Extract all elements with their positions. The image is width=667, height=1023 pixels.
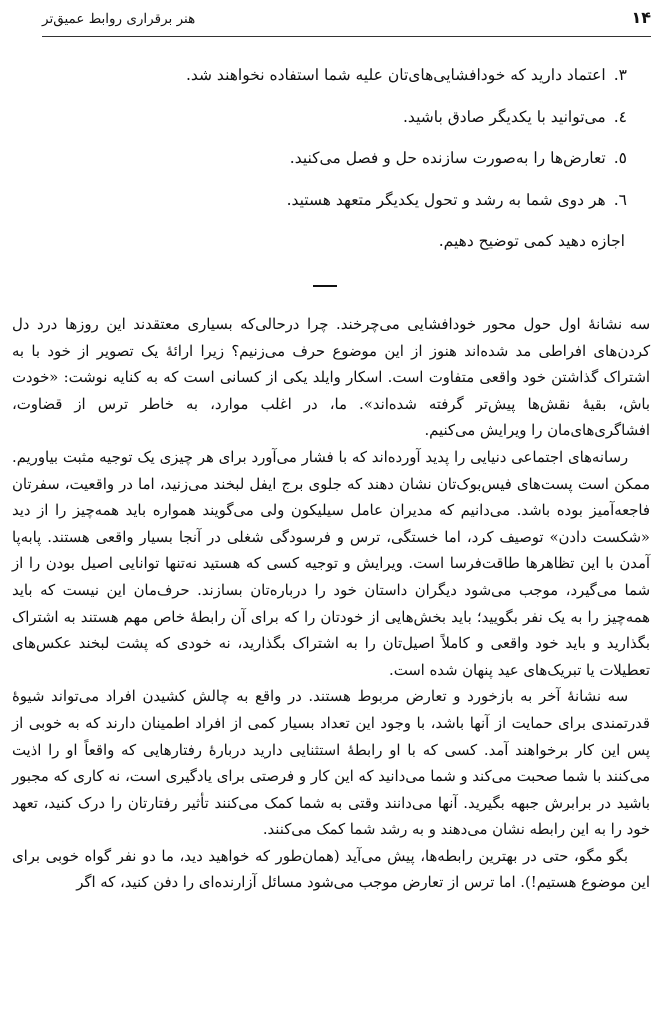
- numbered-list: [60, 62, 627, 228]
- list-closing-line: اجازه دهید کمی توضیح دهیم.: [438, 232, 625, 250]
- list-item: [60, 62, 627, 104]
- body-text: [12, 312, 650, 897]
- list-item-number: ٦.: [613, 190, 627, 209]
- list-item-number: ۳.: [613, 66, 627, 84]
- list-item-text: می‌توانید با یکدیگر صادق باشید.: [403, 107, 606, 126]
- list-item-text: تعارض‌ها را به‌صورت سازنده حل و فصل می‌کنید.: [289, 149, 606, 167]
- book-title: هنر برقراری روابط عمیق‌تر: [42, 11, 196, 27]
- list-item-number: ٤.: [613, 107, 627, 126]
- list-item-text: هر دوی شما به رشد و تحول یکدیگر متعهد هستید.: [286, 190, 606, 209]
- list-item-number: ٥.: [613, 149, 627, 167]
- section-divider: [313, 285, 337, 287]
- paragraph: سه نشانهٔ اول حول محور خودافشایی می‌چرخند. چرا درحالی‌که بسیاری معتقدند این روزها درد دل کردن‌های افراطی مد شده‌اند هنوز از این موضوع حرف می‌زنیم؟ زیرا ارائهٔ یک تصویر از خود با به اشتراک گذاشتن خود واقعی متفاوت است. اسکار وایلد یکی از کسانی است که به کنایه نوشت: «خودت باش، بقیهٔ نقش‌ها پیش‌تر گرفته شده‌اند». ما، در اغلب موارد، به خاطر ترس از قضاوت، افشاگری‌های‌مان را ویرایش می‌کنیم.: [12, 316, 650, 440]
- page-number: ۱۴: [631, 8, 651, 27]
- running-header: [42, 8, 651, 34]
- list-item-text: اعتماد دارید که خودافشایی‌های‌تان علیه شما استفاده نخواهند شد.: [185, 66, 606, 84]
- header-rule: [42, 36, 651, 37]
- list-item: [60, 187, 627, 229]
- paragraph: بگو مگو، حتی در بهترین رابطه‌ها، پیش می‌آید (همان‌طور که خواهید دید، ما دو نفر گواه خوبی برای این موضوع هستیم!). اما ترس از تعارض موجب می‌شود مسائل آزارنده‌ای را دفن کنید، که اگر: [12, 847, 650, 892]
- paragraph: رسانه‌های اجتماعی دنیایی را پدید آورده‌اند که با فشار می‌آورد برای هر چیزی یک توجیه مثبت بیاوریم. ممکن است پست‌های فیس‌بوک‌تان نشان دهند که جلوی برج ایفل لبخند می‌زنید، اما در واقعیت، سفرتان فاجعه‌آمیز بوده باشد. می‌دانیم که مدیران عامل سیلیکون ولی می‌گویند همواره باید همه‌چیز را از دید «شکست دادن» توصیف کرد، اما خستگی، ترس و فرسودگی شغلی در آنجا بسیار واقعی هستند. پابه‌پا آمدن با این تظاهرها طاقت‌فرسا است. ویرایش و توجیه کسی که هستید نه‌تنها توانایی اصیل بودن را از شما می‌گیرد، موجب می‌شود دیگران داستان خود را درباره‌تان بسازند. حرف‌مان این نیست که باید همه‌چیز را به یک نفر بگویید؛ باید بخش‌هایی از خودتان را که برای آن رابطهٔ خاص مهم هستند به اشتراک بگذارید و باید خود واقعی و کاملاً اصیل‌تان را به اشتراک بگذارید، نه خودی که پشت لبخند عکس‌های تعطیلات یا تبریک‌های عید پنهان شده است.: [12, 448, 650, 679]
- paragraph: سه نشانهٔ آخر به بازخورد و تعارض مربوط هستند. در واقع به چالش کشیدن افراد می‌تواند شیوهٔ قدرتمندی برای حمایت از آنها باشد، با وجود این تعداد بسیار کمی از افراد اطمینان دارند که به خوبی از پس این کار برخواهند آمد. کسی که با او رابطهٔ استثنایی دارید دربارهٔ رفتارهایی که واقعاً او را اذیت می‌کنند با شما صحبت می‌کند و شما می‌دانید که این کار و فرصتی برای یادگیری است، نه کاری که مجبور باشید در برابرش جبهه بگیرید. آنها می‌دانند وقتی به شما کمک می‌کنند تأثیر رفتارتان را درک کنید، تعهد خود را به این رابطه نشان می‌دهند و به رشد شما کمک می‌کنند.: [12, 688, 650, 839]
- list-item: [60, 145, 627, 187]
- list-item: [60, 104, 627, 146]
